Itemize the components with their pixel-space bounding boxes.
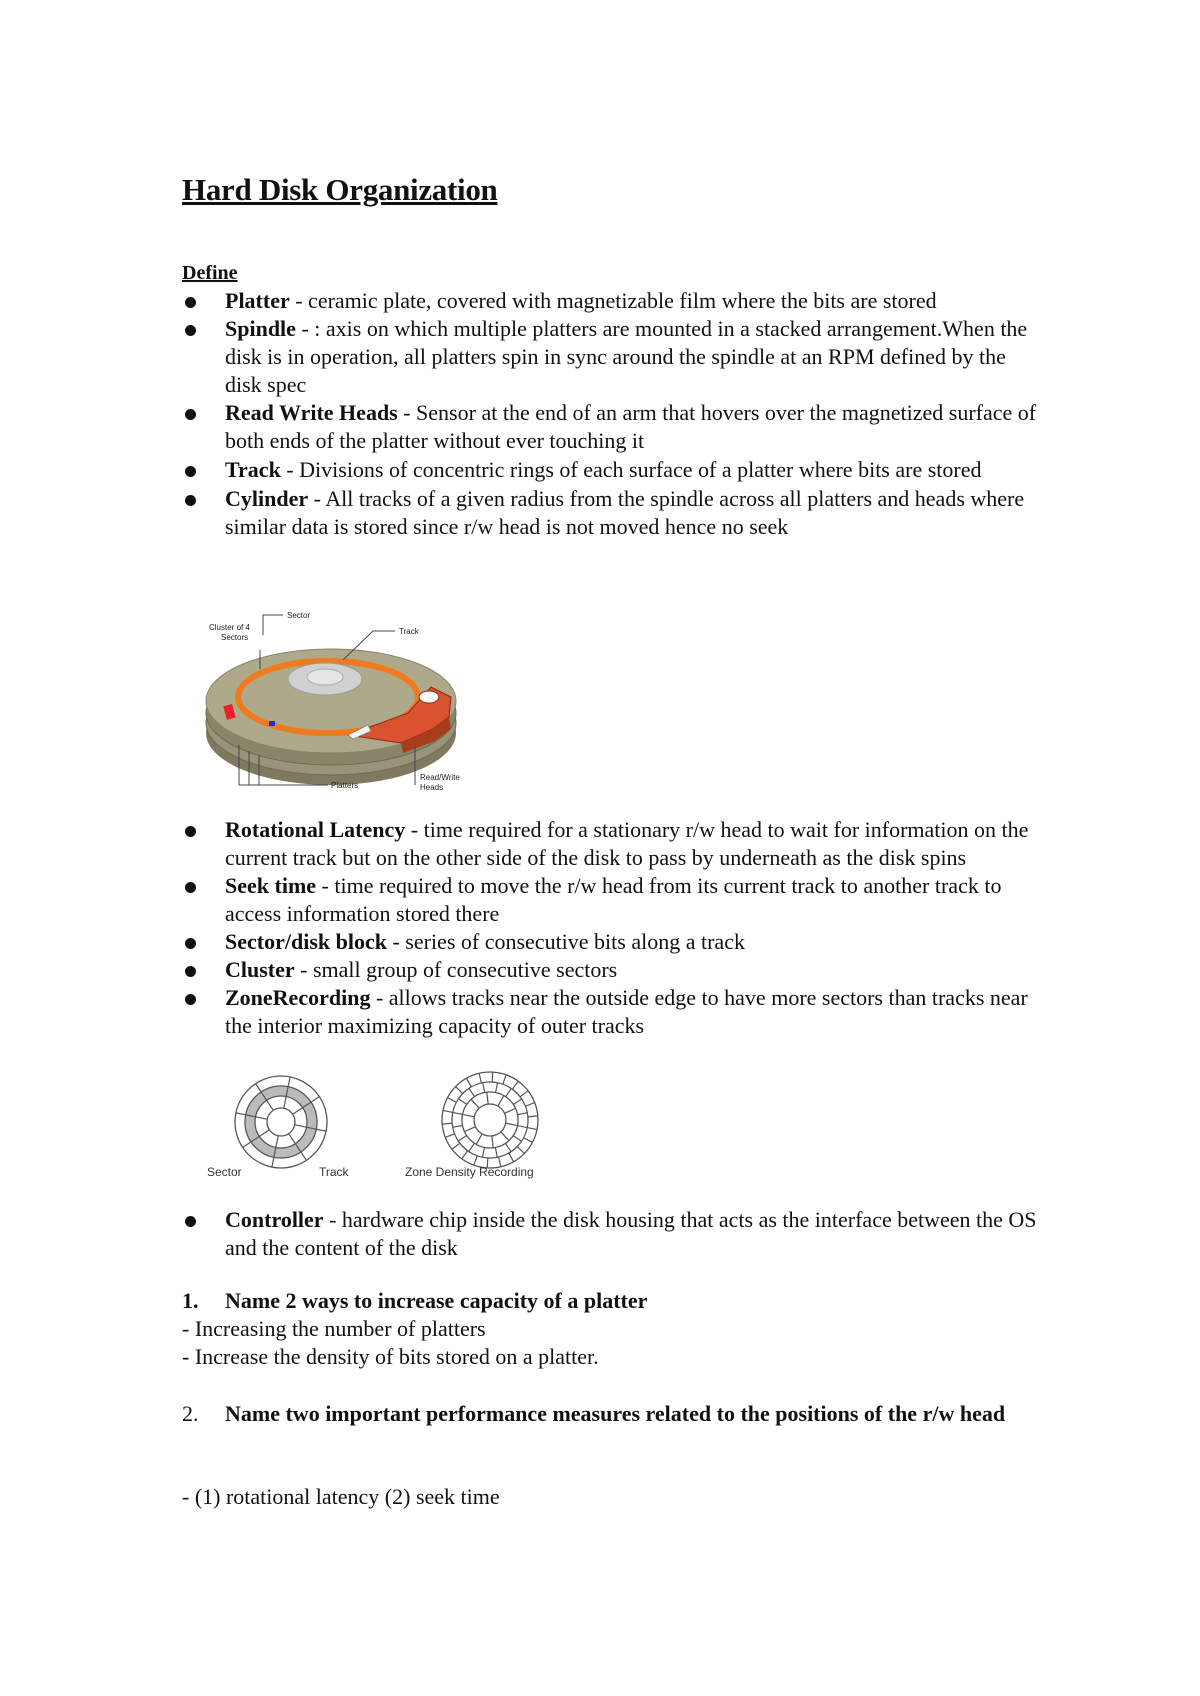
sector-divider <box>482 1147 484 1157</box>
sector-divider <box>517 1126 527 1128</box>
question-1 <box>182 1287 1042 1315</box>
term: Controller <box>225 1207 324 1232</box>
sector-divider <box>311 1097 319 1103</box>
zone-density-disc <box>442 1072 538 1168</box>
sector-divider <box>463 1114 475 1116</box>
term-desc: - allows tracks near the outside edge to have more sectors than tracks near the interior maximizing capacity of outer tracks <box>225 985 1028 1038</box>
track-ring <box>462 1092 518 1148</box>
sector-divider <box>469 1088 475 1096</box>
sector-divider <box>506 1088 512 1096</box>
sector-divider <box>456 1087 463 1094</box>
sector-divider <box>505 1143 511 1151</box>
label-track: Track <box>399 627 419 636</box>
definitions-list-1 <box>182 287 1042 541</box>
term: Seek time <box>225 873 317 898</box>
spindle-hub-cap <box>307 669 343 685</box>
sector-divider <box>289 1134 296 1144</box>
sector-divider <box>301 1152 307 1160</box>
sector-divider <box>528 1116 538 1117</box>
question-text: Name two important performance measures related to the positions of the r/w head <box>225 1401 1006 1426</box>
sector-divider <box>517 1113 527 1115</box>
term: Cylinder <box>225 486 309 511</box>
term-desc: - ceramic plate, covered with magnetizable film where the bits are stored <box>289 288 937 313</box>
bullet-icon <box>185 495 196 506</box>
sector-divider <box>520 1091 528 1097</box>
sector-track-disc <box>235 1076 327 1168</box>
sector-divider <box>496 1083 498 1093</box>
term: Spindle <box>225 316 296 341</box>
sector-divider <box>469 1143 475 1151</box>
answer-line: - Increasing the number of platters <box>182 1316 486 1341</box>
bullet-icon <box>185 966 196 977</box>
sector-divider <box>492 1136 493 1148</box>
term-desc: - Sensor at the end of an arm that hovers over the magnetized surface of both ends of the platter without ever touching it <box>225 400 1037 453</box>
term-desc: - series of consecutive bits along a track <box>386 929 745 954</box>
sector-divider <box>471 1099 479 1108</box>
sector-divider <box>465 1127 476 1132</box>
list-item <box>182 956 1042 984</box>
question-text: Name 2 ways to increase capacity of a platter <box>225 1288 648 1313</box>
sector-divider <box>483 1083 485 1093</box>
label-rw: Read/Write <box>420 773 460 782</box>
sector-divider <box>442 1123 452 1124</box>
sector-divider <box>479 1073 481 1083</box>
sector-divider <box>517 1146 524 1153</box>
sector-divider <box>284 1097 286 1109</box>
sector-divider <box>267 1100 274 1110</box>
bullet-icon <box>185 882 196 893</box>
term: ZoneRecording <box>225 985 371 1010</box>
label-sector: Sector <box>207 1165 242 1179</box>
label-cluster: Cluster of 4 <box>209 623 250 632</box>
track-ring <box>255 1096 307 1148</box>
term: Rotational Latency <box>225 817 406 842</box>
sector-divider <box>276 1136 278 1148</box>
sector-divider <box>503 1075 506 1084</box>
sector-divider <box>256 1117 268 1119</box>
question-number: 1. <box>182 1288 199 1313</box>
sector-divider <box>445 1134 454 1138</box>
answer-line: - Increase the density of bits stored on a platter. <box>182 1344 599 1369</box>
sector-divider <box>498 1096 504 1106</box>
label-sector: Sector <box>287 611 311 620</box>
page-title: Hard Disk Organization <box>182 172 498 207</box>
sector-divider <box>259 1130 269 1137</box>
list-item <box>182 399 1042 455</box>
define-heading: Define <box>182 262 238 284</box>
sector-divider <box>476 1134 482 1144</box>
term-desc: - All tracks of a given radius from the spindle across all platters and heads where similar data is stored since r/w head is not moved hence no seek <box>225 486 1025 539</box>
term: Cluster <box>225 957 295 982</box>
term: Platter <box>225 288 290 313</box>
list-item <box>182 928 1042 956</box>
sector-divider <box>448 1098 457 1103</box>
label-platters: Platters <box>331 781 359 790</box>
sector-divider <box>443 1110 453 1112</box>
zone-recording-figure <box>203 1070 603 1180</box>
term: Sector/disk block <box>225 929 387 954</box>
bullet-icon <box>185 994 196 1005</box>
list-item <box>182 872 1042 928</box>
sector-divider <box>513 1136 521 1142</box>
list-item <box>182 816 1042 872</box>
sector-divider <box>453 1125 463 1127</box>
term-desc: - : axis on which multiple platters are mounted in a stacked arrangement.When the disk is in operation, all platters spin in sync around the spindle at an RPM defined by the disk spec <box>225 316 1028 397</box>
list-item <box>182 485 1042 541</box>
arm-pivot <box>419 691 439 703</box>
term-desc: - time required for a stationary r/w head to wait for information on the current track but on the other side of the disk to pass by underneath as the disk spins <box>225 817 1029 870</box>
definitions-list-2 <box>182 816 1042 1040</box>
sector-divider <box>316 1129 326 1131</box>
term: Track <box>225 457 281 482</box>
sector-divider <box>466 1078 471 1087</box>
label-track: Track <box>319 1165 349 1179</box>
term-desc: - hardware chip inside the disk housing that acts as the interface between the OS and the content of the disk <box>225 1207 1037 1260</box>
question-2 <box>182 1400 1042 1428</box>
sector-mark <box>269 721 275 726</box>
hard-disk-figure <box>203 605 493 800</box>
sector-divider <box>492 1072 493 1082</box>
sector-divider <box>495 1147 497 1157</box>
track-ring <box>442 1072 538 1168</box>
sector-divider <box>524 1138 533 1143</box>
answer-line: - (1) rotational latency (2) seek time <box>182 1484 500 1509</box>
track-ring <box>245 1086 317 1158</box>
sector-divider <box>256 1084 262 1092</box>
sector-divider <box>458 1135 466 1141</box>
sector-divider <box>512 1081 518 1089</box>
label-rw-heads: Heads <box>420 783 444 792</box>
question-number: 2. <box>182 1401 199 1426</box>
track-ring <box>267 1108 295 1136</box>
list-item <box>182 315 1042 399</box>
track-ring <box>474 1104 506 1136</box>
label-zone-density: Zone Density Recording <box>405 1165 534 1179</box>
sector-divider <box>462 1151 468 1159</box>
sector-divider <box>487 1092 488 1104</box>
shaded-track <box>250 1091 312 1153</box>
sector-divider <box>501 1132 509 1141</box>
list-item <box>182 456 1042 484</box>
bullet-icon <box>185 325 196 336</box>
sector-divider <box>272 1157 274 1167</box>
bullet-icon <box>185 466 196 477</box>
term-desc: - Divisions of concentric rings of each surface of a platter where bits are stored <box>280 457 982 482</box>
label-cluster-sectors: Sectors <box>221 633 249 642</box>
sector-divider <box>458 1099 466 1105</box>
sector-divider <box>288 1077 290 1087</box>
definitions-list-3 <box>182 1206 1042 1262</box>
term-desc: - time required to move the r/w head from its current track to another track to access information stored there <box>225 873 1002 926</box>
sector-divider <box>243 1142 251 1148</box>
sector-divider <box>513 1099 521 1105</box>
track-ring <box>452 1082 528 1158</box>
sector-divider <box>295 1125 307 1127</box>
sector-divider <box>474 1156 477 1165</box>
bullet-icon <box>185 938 196 949</box>
term: Read Write Heads <box>225 400 398 425</box>
sector-divider <box>452 1143 460 1149</box>
term-desc: - small group of consecutive sectors <box>294 957 618 982</box>
bullet-icon <box>185 297 196 308</box>
bullet-icon <box>185 409 196 420</box>
sector-divider <box>525 1103 534 1107</box>
list-item <box>182 1206 1042 1262</box>
list-item <box>182 984 1042 1040</box>
sector-divider <box>509 1153 514 1162</box>
bullet-icon <box>185 1216 196 1227</box>
list-item <box>182 287 1042 315</box>
sector-divider <box>506 1123 518 1125</box>
sector-divider <box>293 1108 303 1115</box>
sector-divider <box>236 1113 246 1115</box>
sector-divider <box>505 1108 516 1113</box>
bullet-icon <box>185 826 196 837</box>
sector-divider <box>527 1128 537 1130</box>
sector-divider <box>453 1112 463 1114</box>
